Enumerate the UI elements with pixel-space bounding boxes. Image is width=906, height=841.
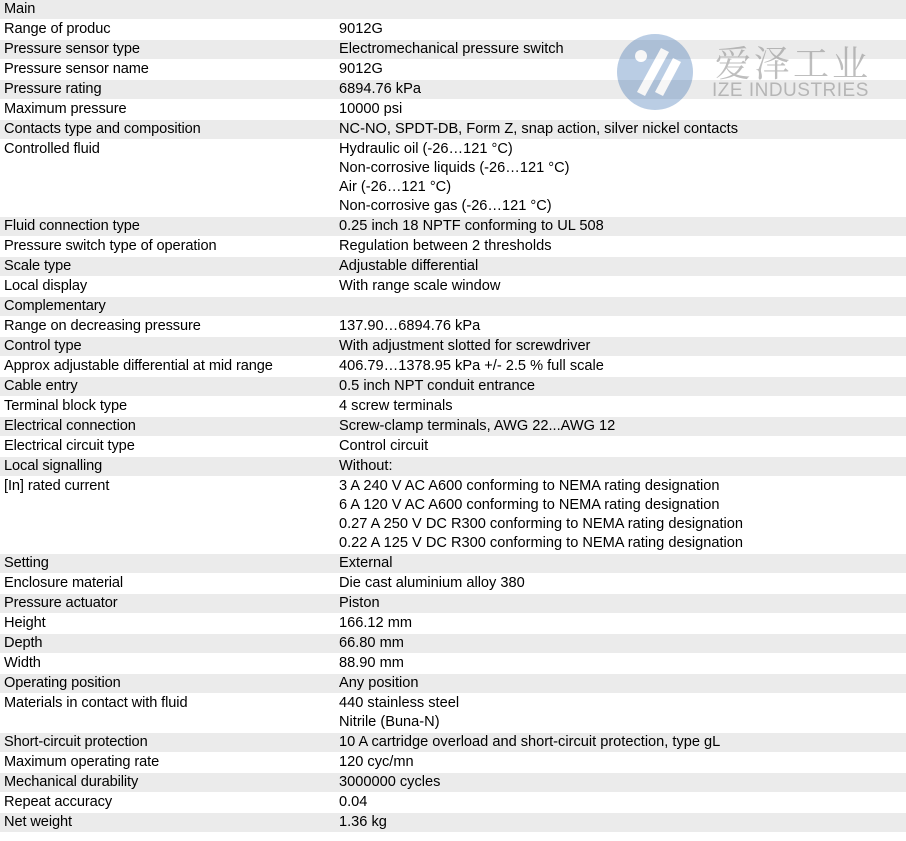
spec-value-cell [336,417,906,436]
spec-row [0,297,906,317]
spec-label-cell [0,614,336,633]
spec-label-cell [0,337,336,356]
spec-label: Maximum pressure [4,101,127,117]
spec-value: Regulation between 2 thresholds [339,238,552,254]
spec-value: 3000000 cycles [339,774,441,790]
spec-label: Depth [4,635,43,651]
spec-value: 166.12 mm [339,615,413,631]
spec-value-cell [336,753,906,772]
spec-label-cell [0,277,336,296]
spec-value: Any position [339,675,419,691]
spec-value-cell [336,120,906,139]
spec-value-cell [336,357,906,376]
spec-label-cell [0,694,336,732]
spec-label: Fluid connection type [4,218,140,234]
spec-row [0,140,906,217]
spec-value: 6 A 120 V AC A600 conforming to NEMA rating designation [339,497,720,513]
spec-label: Enclosure material [4,575,124,591]
spec-label: Operating position [4,675,121,691]
spec-label-cell [0,0,336,19]
spec-value-cell [336,654,906,673]
spec-label-cell [0,594,336,613]
spec-value: Electromechanical pressure switch [339,41,564,57]
spec-row [0,477,906,554]
spec-value-cell [336,277,906,296]
spec-value: 120 cyc/mn [339,754,414,770]
spec-value-cell [336,574,906,593]
spec-value: 0.27 A 250 V DC R300 conforming to NEMA rating designation [339,516,743,532]
spec-label-cell [0,217,336,236]
spec-row [0,377,906,397]
spec-value-cell [336,397,906,416]
spec-value: 137.90…6894.76 kPa [339,318,481,334]
spec-value: Nitrile (Buna-N) [339,714,440,730]
spec-label: Maximum operating rate [4,754,160,770]
logo-chinese-text: 爱泽工业 [715,44,872,85]
spec-label-cell [0,237,336,256]
spec-label: Electrical connection [4,418,136,434]
spec-value-cell [336,0,906,19]
spec-row [0,217,906,237]
spec-label-cell [0,397,336,416]
spec-label: Contacts type and composition [4,121,201,137]
spec-label: Setting [4,555,49,571]
spec-value-cell [336,477,906,553]
spec-value-cell [336,813,906,832]
spec-row [0,674,906,694]
spec-value-cell [336,297,906,316]
spec-value: Piston [339,595,380,611]
spec-value: Adjustable differential [339,258,479,274]
spec-label: Complementary [4,298,106,314]
spec-value-cell [336,773,906,792]
spec-value: 0.5 inch NPT conduit entrance [339,378,536,394]
watermark-logo [611,28,876,118]
spec-value-cell [336,674,906,693]
spec-row [0,457,906,477]
spec-label: Pressure actuator [4,595,118,611]
spec-label: Materials in contact with fluid [4,695,188,711]
spec-value-cell [336,594,906,613]
spec-value-cell [336,457,906,476]
spec-row [0,574,906,594]
spec-row [0,634,906,654]
spec-label-cell [0,297,336,316]
spec-label-cell [0,317,336,336]
spec-value: Non-corrosive gas (-26…121 °C) [339,198,552,214]
spec-label-cell [0,40,336,59]
spec-label: Net weight [4,814,72,830]
spec-label: Width [4,655,41,671]
spec-label: Controlled fluid [4,141,100,157]
spec-row [0,277,906,297]
spec-label-cell [0,357,336,376]
spec-label-cell [0,437,336,456]
spec-value: With adjustment slotted for screwdriver [339,338,591,354]
spec-label: Mechanical durability [4,774,139,790]
spec-value: NC-NO, SPDT-DB, Form Z, snap action, silver nickel contacts [339,121,738,137]
spec-row [0,357,906,377]
spec-label-cell [0,457,336,476]
spec-label: Scale type [4,258,72,274]
spec-label: Range of produc [4,21,111,37]
spec-value: 9012G [339,21,383,37]
spec-row [0,773,906,793]
spec-value: 88.90 mm [339,655,404,671]
spec-value: Non-corrosive liquids (-26…121 °C) [339,160,570,176]
spec-value: 440 stainless steel [339,695,460,711]
spec-row [0,237,906,257]
spec-label: Control type [4,338,82,354]
spec-label-cell [0,417,336,436]
ize-logo-icon [611,28,711,118]
logo-english-text: IZE INDUSTRIES [712,80,869,101]
spec-label: Approx adjustable differential at mid range [4,358,273,374]
spec-row [0,120,906,140]
spec-label: Pressure sensor type [4,41,140,57]
spec-label-cell [0,574,336,593]
spec-row [0,417,906,437]
spec-label-cell [0,100,336,119]
spec-value: With range scale window [339,278,501,294]
spec-label-cell [0,20,336,39]
spec-label-cell [0,80,336,99]
spec-row [0,694,906,733]
spec-value-cell [336,140,906,216]
spec-label: [In] rated current [4,478,110,494]
spec-row [0,337,906,357]
spec-label: Local display [4,278,88,294]
spec-row [0,397,906,417]
spec-value-cell [336,793,906,812]
spec-value-cell [336,694,906,732]
spec-value-cell [336,317,906,336]
spec-value: 3 A 240 V AC A600 conforming to NEMA rating designation [339,478,720,494]
spec-value-cell [336,377,906,396]
spec-label-cell [0,793,336,812]
spec-value: 66.80 mm [339,635,404,651]
spec-value-cell [336,217,906,236]
spec-label: Repeat accuracy [4,794,113,810]
spec-value: 1.36 kg [339,814,387,830]
spec-label-cell [0,773,336,792]
spec-label-cell [0,813,336,832]
spec-row [0,594,906,614]
spec-label: Terminal block type [4,398,128,414]
spec-value-cell [336,733,906,752]
spec-value: External [339,555,393,571]
spec-value: Hydraulic oil (-26…121 °C) [339,141,513,157]
spec-value: Without: [339,458,393,474]
spec-label-cell [0,674,336,693]
spec-value: Control circuit [339,438,429,454]
spec-row [0,554,906,574]
spec-label: Range on decreasing pressure [4,318,201,334]
spec-value: 9012G [339,61,383,77]
spec-value: Screw-clamp terminals, AWG 22...AWG 12 [339,418,616,434]
spec-row [0,813,906,833]
spec-label-cell [0,377,336,396]
spec-row [0,317,906,337]
spec-label: Pressure switch type of operation [4,238,217,254]
spec-label-cell [0,654,336,673]
spec-row [0,257,906,277]
spec-label: Pressure rating [4,81,102,97]
spec-label-cell [0,733,336,752]
spec-value: Die cast aluminium alloy 380 [339,575,525,591]
spec-row [0,753,906,773]
spec-row [0,614,906,634]
spec-value: 10 A cartridge overload and short-circuit protection, type gL [339,734,721,750]
spec-value-cell [336,337,906,356]
spec-label-cell [0,257,336,276]
spec-label-cell [0,120,336,139]
spec-value-cell [336,237,906,256]
spec-row [0,733,906,753]
spec-label-cell [0,60,336,79]
spec-value-cell [336,634,906,653]
spec-label: Short-circuit protection [4,734,148,750]
spec-label-cell [0,753,336,772]
spec-value: 0.04 [339,794,368,810]
spec-value [339,297,906,316]
spec-label-cell [0,140,336,216]
spec-label-cell [0,477,336,553]
spec-label: Cable entry [4,378,78,394]
spec-value [339,0,906,19]
spec-label-cell [0,634,336,653]
spec-value: 10000 psi [339,101,403,117]
spec-row [0,0,906,20]
spec-label: Pressure sensor name [4,61,149,77]
spec-value-cell [336,554,906,573]
spec-value-cell [336,437,906,456]
spec-value-cell [336,257,906,276]
spec-label: Electrical circuit type [4,438,135,454]
spec-label: Height [4,615,46,631]
spec-value: 6894.76 kPa [339,81,421,97]
spec-label-cell [0,554,336,573]
spec-row [0,437,906,457]
spec-value: Air (-26…121 °C) [339,179,452,195]
spec-label: Local signalling [4,458,103,474]
spec-value: 0.22 A 125 V DC R300 conforming to NEMA rating designation [339,535,743,551]
spec-label: Main [4,1,36,17]
spec-row [0,654,906,674]
spec-value-cell [336,614,906,633]
spec-value: 0.25 inch 18 NPTF conforming to UL 508 [339,218,604,234]
spec-value: 406.79…1378.95 kPa +/- 2.5 % full scale [339,358,604,374]
spec-row [0,793,906,813]
spec-value: 4 screw terminals [339,398,453,414]
